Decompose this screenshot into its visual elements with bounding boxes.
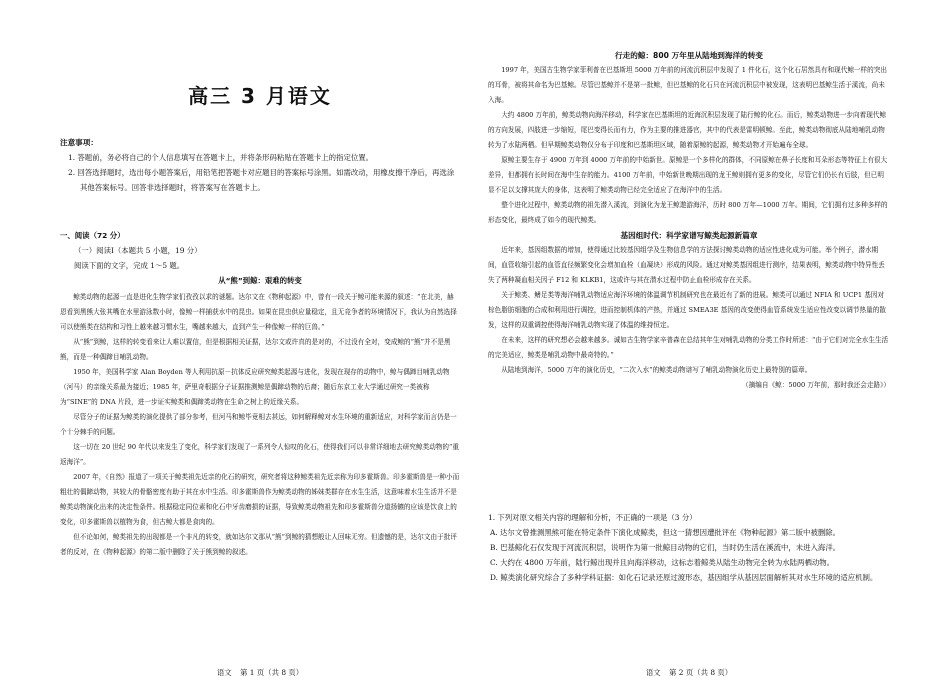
question-option: D. 鲸类演化研究综合了多种学科证据：如化石记录还原过渡形态，基因组学从基因层面解析其对水生环境的适应机制。 [490,573,878,582]
question-option: B. 巴基鲸化石仅发现于河流沉积层，说明作为第一批鲸目动物的它们，当时仍生活在溪流中，未进入海洋。 [490,543,841,552]
paragraph: 这一切在 20 世纪 90 年代以来发生了变化，科学家们发现了一系列令人惊叹的化石，使得我们可以非常详细地去研究鲸类动物的“重返海洋”。 [60,443,460,466]
article-title: 行走的鲸：800 万年里从陆地到海洋的转变 [614,51,763,60]
page-footer [60,667,460,678]
instruction-text: 阅读下面的文字，完成 1～5 题。 [74,261,185,270]
paragraph: 从陆地到海洋，5000 万年的演化历史，“二次入水”的鲸类动物谱写了哺乳动物演化历史上最特别的篇章。 [501,366,812,374]
paragraph: 在未来，这样的研究想必会越来越多。诚如古生物学家辛普森在总结其年生对哺乳动物的分类工作时所述：“由于它们对完全水生生活的完美适应，鲸类是哺乳动物中最奇特的。” [488,336,889,359]
page-footer [488,667,890,678]
article-body [60,290,460,560]
paragraph: 1997 年，美国古生物学家菲利普在巴基斯坦 5000 万年前的河流沉积层中发现了 1 件化石，这个化石居然具有和现代鲸一样的突出的耳骨，被将其命名为巴基鲸。尽管巴基鲸并不是第一批鲸，但巴基鲸的化石只在河流沉积层中被发现，这表明巴基鲸生活于溪流，尚未入海。 [488,66,888,104]
page-2 [488,0,890,688]
article-title: 基因组时代：科学家谱写鲸类起源新篇章 [620,231,758,240]
paragraph: 尽管分子的证据为鲸类的演化提供了部分参考，但河马和鲸毕竟相去甚远，如何解释鲸对水生环境的重新适应，对科学家而言仍是一个十分棘手的问题。 [60,413,457,436]
notes-section [60,135,460,195]
paragraph: 大约 4800 万年前，鲸类动物向海洋移动，科学家在巴基斯坦的近海沉积层发现了陆行鲸的化石。而后，鲸类动物进一步向着现代鲸的方向发展，四肢进一步缩短，尾巴变得长而有力，作为主要的推进器官，其中的代表是雷明顿鲸。至此，鲸类动物彻底从陆地哺乳动物转为了水陆两栖。但早期鲸类动物仅分布于印度和巴基斯坦区域，随着原鲸的起源，鲸类动物才开始遍布全球。 [488,111,887,149]
footer-subject: 语文 [216,668,232,677]
article-title: 从“熊”到鲸：艰难的转变 [218,276,302,285]
paragraph: 1950 年，美国科学家 Alan Boyden 等人利用抗原－抗体反应研究鲸类起源与进化，发现在现存的动物中，鲸与偶蹄目哺乳动物（河马）的亲缘关系最为接近；1985 年，萨里奇根据分子证据推测鲸是偶蹄动物的后裔；随后东京工业大学通过研究一类被称为“SINE”的 DNA 片段，进一步证实鲸类和偶蹄类动物在生命之树上的近缘关系。 [60,368,450,406]
page-1 [60,0,460,688]
paragraph: 关于鲸类、鳍足类等海洋哺乳动物适应海洋环境的体温调节机制研究也在最近有了新的进展。鲸类可以通过 NFIA 和 UCP1 基因对棕色脂肪细胞的合成和利用进行调控，进而控制机体的产热，并通过 SMEA3E 基因的改变使得血管系统发生适应性改变以调节热量的散发，这样的双重调控使得海洋哺乳动物实现了体温的维持恒定。 [488,291,886,329]
footer-page: 第 2 页（共 8 页） [669,668,733,677]
subsection-heading: （一）阅读Ⅰ（本题共 5 小题，19 分） [74,246,202,255]
exam-title: 高三 3 月语文 [188,84,332,108]
question-stem: 1. 下列对原文相关内容的理解和分析，不正确的一项是（3 分） [488,513,697,522]
note-item: 1. 答题前，务必将自己的个人信息填写在答题卡上，并将条形码粘贴在答题卡上的指定位置。 [68,153,374,162]
paragraph: 鲸类动物的起源一直是进化生物学家们孜孜以求的谜题。达尔文在《物种起源》中，曾有一段关于鲸可能来源的叙述：“在北美，赫恩看到黑熊大张其嘴在水里游泳数小时，像鲸一样捕获水中的昆虫。如果在昆虫供应量稳定，且无竞争者的环境情况下，我认为自然选择可以使熊类在结构和习性上越来越习惯水生，嘴越来越大，直到产生一种像鲸一样的巨兽。” [60,293,457,331]
paragraph: 近年来，基因组数据的增加，使得通过比较基因组学及生物信息学的方法探讨鲸类动物的适应性进化成为可能。举个例子，潜水期间，血管收缩引起的血管直径频繁变化会增加血栓（血凝块）形成的风险。通过对鲸类基因组进行测序，结果表明，鲸类动物中特异性丢失了两种凝血相关因子 F12 和 KLKB1，这或许与其在潜水过程中防止血栓形成存在关系。 [488,246,885,284]
footer-subject: 语文 [645,668,661,677]
notes-heading: 注意事项： [60,138,98,147]
footer-page: 第 1 页（共 8 页） [240,668,304,677]
note-item: 2. 回答选择题时，选出每小题答案后，用铅笔把答题卡对应题目的答案标号涂黑。如需改动，用橡皮擦干净后，再选涂其他答案标号。回答非选择题时，将答案写在答题卡上。 [68,168,455,192]
question-option: A. 达尔文曾推测黑熊可能在特定条件下演化成鲸类，但这一猜想因遭批评在《物种起源》第二版中被删除。 [490,528,841,537]
source-citation: （摘编自《鲸：5000 万年前，那时我还会走路》） [742,381,890,389]
paragraph: 原鲸主要生存于 4900 万年到 4000 万年前的中始新世。原鲸是一个多样化的群体，不同原鲸在鼻子长度和耳朵形态等特征上有很大差异，但都拥有长时间在海中生存的能力。4100 万年前，中始新世晚期出现的龙王鲸则拥有更多的变化，尽管它们仍长有后肢，但已明显不足以支撑其庞大的身体，这表明了鲸类动物已经完全适应了在海洋中的生活。 [488,156,888,194]
question-1 [488,510,890,585]
paragraph: 从“熊”到鲸，这样的转变看来让人难以置信，但是根据相关证据，达尔文或许真的是对的，不过没有全对，变成鲸的“熊”并不是黑熊，而是一种偶蹄目哺乳动物。 [60,338,451,361]
section-heading: 一、阅读（72 分） [60,231,125,240]
reading-section [60,228,460,288]
article-section-1 [488,48,890,393]
paragraph: 2007 年，《自然》报道了一项关于鲸类祖先近亲的化石的研究，研究者将这种鲸类祖先近亲称为印多霍斯兽。印多霍斯兽是一种小而粗壮的偶蹄动物，其较大的骨骼密度有助于其在水中生活。印多霍斯兽作为鲸类动物的姊妹类群存在水生生活，这意味着水生生活并不是鲸类动物演化出来的决定性条件。根据稳定同位素和化石中牙齿磨损的证据，导致鲸类动物祖先和印多霍斯兽分道扬镳的应该是饮食上的变化，印多霍斯兽以植物为食，但古鲸大都是食肉的。 [60,473,460,526]
paragraph: 但不论如何，鲸类祖先的出现都是一个非凡的转变，就如达尔文那从“熊”到鲸的猜想般让人回味无穷。但遗憾的是，达尔文由于批评者的反对，在《物种起源》的第二版中删除了关于熊到鲸的叙述。 [60,533,457,556]
paragraph: 整个进化过程中，鲸类动物的祖先潜入溪流，到演化为龙王鲸遨游海洋，历时 800 万年—1000 万年。期间，它们拥有过多种多样的形态变化，最终成了如今的现代鲸类。 [488,201,888,224]
question-option: C. 大约在 4800 万年前，陆行鲸出现并且向海洋移动，这标志着鲸类从陆生动物完全转为水陆两栖动物。 [490,558,835,567]
